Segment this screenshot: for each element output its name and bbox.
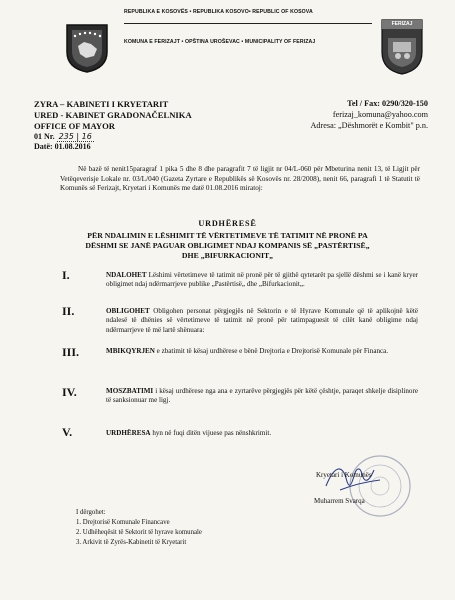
kosovo-emblem-logo — [64, 22, 110, 74]
decree-title-line-1: PËR NDALIMIN E LËSHIMIT TË VËRTETIMEVE TË TATIMIT NË PRONË PA — [87, 231, 368, 240]
header-municipality-line: KOMUNA E FERIZAJT • OPŠTINA UROŠEVAC • MUNICIPALITY OF FERIZAJ — [124, 39, 316, 45]
item-3-body: e zbatimit të kësaj urdhërese e bënë Drejtoria e Drejtorisë Komunale për Financa. — [154, 347, 389, 355]
recipient-3: 3. Arkivit të Zyrës-Kabinetit të Kryetarit — [76, 539, 187, 546]
document-number-handwritten: 235 | 16 — [58, 132, 92, 141]
decree-heading: URDHËRESË — [198, 219, 257, 228]
document-number — [34, 132, 94, 141]
document-number-label: 01 Nr. — [34, 132, 55, 141]
item-3-number: III. — [62, 345, 80, 359]
ferizaj-logo-text: FERIZAJ — [391, 21, 413, 27]
item-4-number: IV. — [62, 385, 77, 399]
item-4-keyword: MOSZBATIMI — [106, 387, 154, 395]
contact-email: ferizaj_komuna@yahoo.com — [332, 110, 428, 119]
contact-address: Adresa: „Dëshmorët e Kombit" p.n. — [310, 121, 428, 130]
recipient-2: 2. Udhëheqësit të Sektorit të hyrave komunale — [76, 529, 202, 536]
decree-title-line-2: DËSHMI SE JANË PAGUAR OBLIGIMET NDAJ KOMPANIS SË „PASTËRTISË„ — [85, 241, 370, 250]
recipient-1: 1. Drejtorisë Komunale Financave — [76, 519, 170, 526]
item-1-text — [106, 271, 418, 290]
item-5-body: hyn në fuqi ditën vijuese pas nënshkrimit. — [150, 429, 272, 437]
contact-phone: Tel / Fax: 0290/320-150 — [347, 99, 428, 108]
item-2-keyword: OBLIGOHET — [106, 307, 150, 315]
document-date: Datë: 01.08.2016 — [34, 142, 91, 151]
item-2-text — [106, 307, 418, 335]
item-5-keyword: URDHËRESA — [106, 429, 151, 437]
office-name-albanian: ZYRA – KABINETI I KRYETARIT — [34, 99, 169, 109]
item-2-body: Obligohen personat përgjegjës në Sektorin e të Hyrave Komunale që të aplikojnë këtë ndalesë të dhënies së vërtetimeve të tatimit në pronë për tatimpaguesit të cilët kanë obligime ndaj ndërmarrjeve të më lartë shënuara: — [106, 307, 418, 334]
item-2-number: II. — [62, 304, 75, 318]
signature-title: Kryetari i Komunës — [316, 471, 372, 479]
item-5-text — [106, 429, 418, 438]
item-3-text — [106, 347, 418, 356]
decree-title-line-3: DHE „BIFURKACIONIT„ — [181, 251, 274, 260]
item-1-number: I. — [62, 268, 70, 282]
signature-name: Muharrem Svarqa — [314, 497, 365, 505]
item-5-number: V. — [62, 425, 73, 439]
office-name-serbian: URED - KABINET GRADONAČELNIKA — [34, 110, 192, 120]
header-divider-1 — [124, 23, 372, 24]
item-4-body: i kësaj urdhërese nga ana e zyrtarëve përgjegjës për këtë çështje, paraqet shkelje disiplinore të sanksionuar me ligj. — [106, 387, 418, 405]
preamble-paragraph: Në bazë të nenit15paragraf 1 pika 5 dhe 8 dhe paragrafit 7 të ligjit nr 04/L-060 për Mbeturina nenit 13, të Ligjit për Vetëqeverisje Lokale nr. 03/L/040 (Gazeta Zyrtare e Republikës së Kosovës nr. 28/2008), nenit 66, paragrafi 1 të Statutit të Komunës së Ferizajt, Kryetari i Komunës me datë 01.08.2016 miratoj: — [60, 165, 420, 193]
ferizaj-emblem-logo — [380, 18, 424, 76]
item-1-keyword: NDALOHET — [106, 271, 147, 279]
item-1-body: Lëshimi vërtetimeve të tatimit në pronë për të gjithë qytetarët pa sjellë dëshmi se i kanë kryer obligimet ndaj ndërmarrjeve publike „Pastërtisë„ dhe „Bifurkacionit„. — [106, 271, 418, 289]
office-name-english: OFFICE OF MAYOR — [34, 121, 116, 131]
header-republic-line: REPUBLIKA E KOSOVËS • REPUBLIKA KOSOVO• REPUBLIC OF KOSOVA — [124, 9, 313, 15]
item-3-keyword: MBIKQYRJEN — [106, 347, 155, 355]
item-4-text — [106, 387, 418, 406]
recipients-label: I dërgohet: — [76, 509, 106, 516]
